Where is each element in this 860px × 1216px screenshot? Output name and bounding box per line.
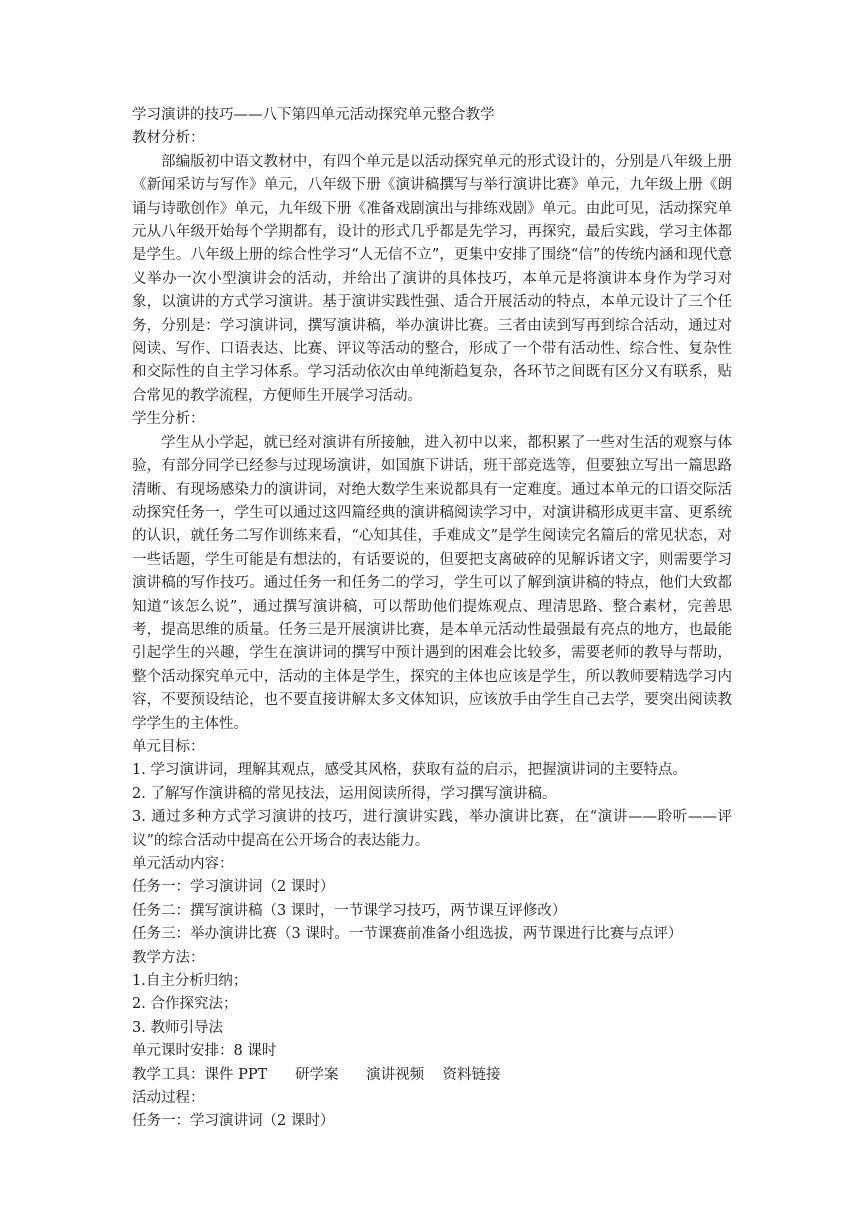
- student-analysis-text: 学生从小学起，就已经对演讲有所接触，进入初中以来，都积累了一些对生活的观察与体验，有部分同学已经参与过现场演讲，如国旗下讲话，班干部竞选等，但要独立写出一篇思路清晰、有现场感染力的演讲词，对绝大数学生来说都具有一定难度。通过本单元的口语交际活动探究任务一，学生可以通过这四篇经典的演讲稿阅读学习中，对演讲稿形成更丰富、更系统的认识，就任务二写作训练来看，“心知其佳，手难成文”是学生阅读完名篇后的常见状态，对一些话题，学生可能是有想法的，有话要说的，但要把支离破碎的见解诉诸文字，则需要学习演讲稿的写作技巧。通过任务一和任务二的学习，学生可以了解到演讲稿的特点，他们大致都知道“该怎么说”，通过撰写演讲稿，可以帮助他们提炼观点、理清思路、整合素材，完善思考，提高思维的质量。任务三是开展演讲比赛，是本单元活动性最强最有亮点的地方，也最能引起学生的兴趣，学生在演讲词的撰写中预计遇到的困难会比较多，需要老师的教导与帮助，整个活动探究单元中，活动的主体是学生，探究的主体也应该是学生，所以教师要精选学习内容，不要预设结论，也不要直接讲解太多文体知识，应该放手由学生自己去学，要突出阅读教学学生的主体性。: [132, 434, 732, 732]
- student-analysis-paragraph: [132, 432, 732, 736]
- process-task-one: 任务一：学习演讲词（2 课时）: [132, 1113, 335, 1130]
- activity-item: 任务二：撰写演讲稿（3 课时，一节课学习技巧，两节课互评修改）: [132, 902, 567, 919]
- method-item: 2. 合作探究法；: [132, 996, 238, 1013]
- student-analysis-heading: 学生分析：: [132, 411, 205, 428]
- activity-item: 任务一：学习演讲词（2 课时）: [132, 879, 335, 896]
- unit-activity-heading: 单元活动内容：: [132, 856, 234, 872]
- activity-item: 任务三：举办演讲比赛（3 课时。一节课赛前准备小组选拔，两节课进行比赛与点评）: [132, 926, 683, 943]
- document-title: 学习演讲的技巧——八下第四单元活动探究单元整合教学: [132, 107, 495, 123]
- unit-goals-heading: 单元目标：: [132, 738, 205, 755]
- method-item: 3. 教师引导法: [132, 1019, 223, 1036]
- unit-goal-item: 1. 学习演讲词，理解其观点，感受其风格，获取有益的启示，把握演讲词的主要特点。: [132, 762, 687, 779]
- textbook-analysis-heading: 教材分析：: [132, 130, 205, 147]
- document-body: [132, 104, 732, 1134]
- unit-goal-item: 3. 通过多种方式学习演讲的技巧，进行演讲实践，举办演讲比赛，在“演讲——聆听——评议”的综合活动中提高在公开场合的表达能力。: [132, 809, 732, 849]
- unit-goal-item: 2. 了解写作演讲稿的常见技法，运用阅读所得，学习撰写演讲稿。: [132, 785, 557, 802]
- method-item: 1.自主分析归纳；: [132, 973, 248, 990]
- activity-process-heading: 活动过程：: [132, 1090, 205, 1107]
- teaching-methods-heading: 教学方法：: [132, 949, 205, 966]
- textbook-analysis-paragraph: [132, 151, 732, 408]
- teaching-tools-line: 教学工具：课件 PPT 研学案 演讲视频 资料链接: [132, 1066, 501, 1083]
- textbook-analysis-text: 部编版初中语文教材中，有四个单元是以活动探究单元的形式设计的，分别是八年级上册《新闻采访与写作》单元，八年级下册《演讲稿撰写与举行演讲比赛》单元，九年级上册《朗诵与诗歌创作》单元，九年级下册《准备戏剧演出与排练戏剧》单元。由此可见，活动探究单元从八年级开始每个学期都有，设计的形式几乎都是先学习，再探究，最后实践，学习主体都是学生。八年级上册的综合性学习“人无信不立”，更集中安排了围绕“信”的传统内涵和现代意义举办一次小型演讲会的活动，并给出了演讲的具体技巧，本单元是将演讲本身作为学习对象，以演讲的方式学习演讲。基于演讲实践性强、适合开展活动的特点，本单元设计了三个任务，分别是：学习演讲词，撰写演讲稿，举办演讲比赛。三者由读到写再到综合活动，通过对阅读、写作、口语表达、比赛、评议等活动的整合，形成了一个带有活动性、综合性、复杂性和交际性的自主学习体系。学习活动依次由单纯渐趋复杂，各环节之间既有区分又有联系，贴合常见的教学流程，方便师生开展学习活动。: [132, 153, 732, 404]
- unit-hours-line: 单元课时安排：8 课时: [132, 1043, 277, 1060]
